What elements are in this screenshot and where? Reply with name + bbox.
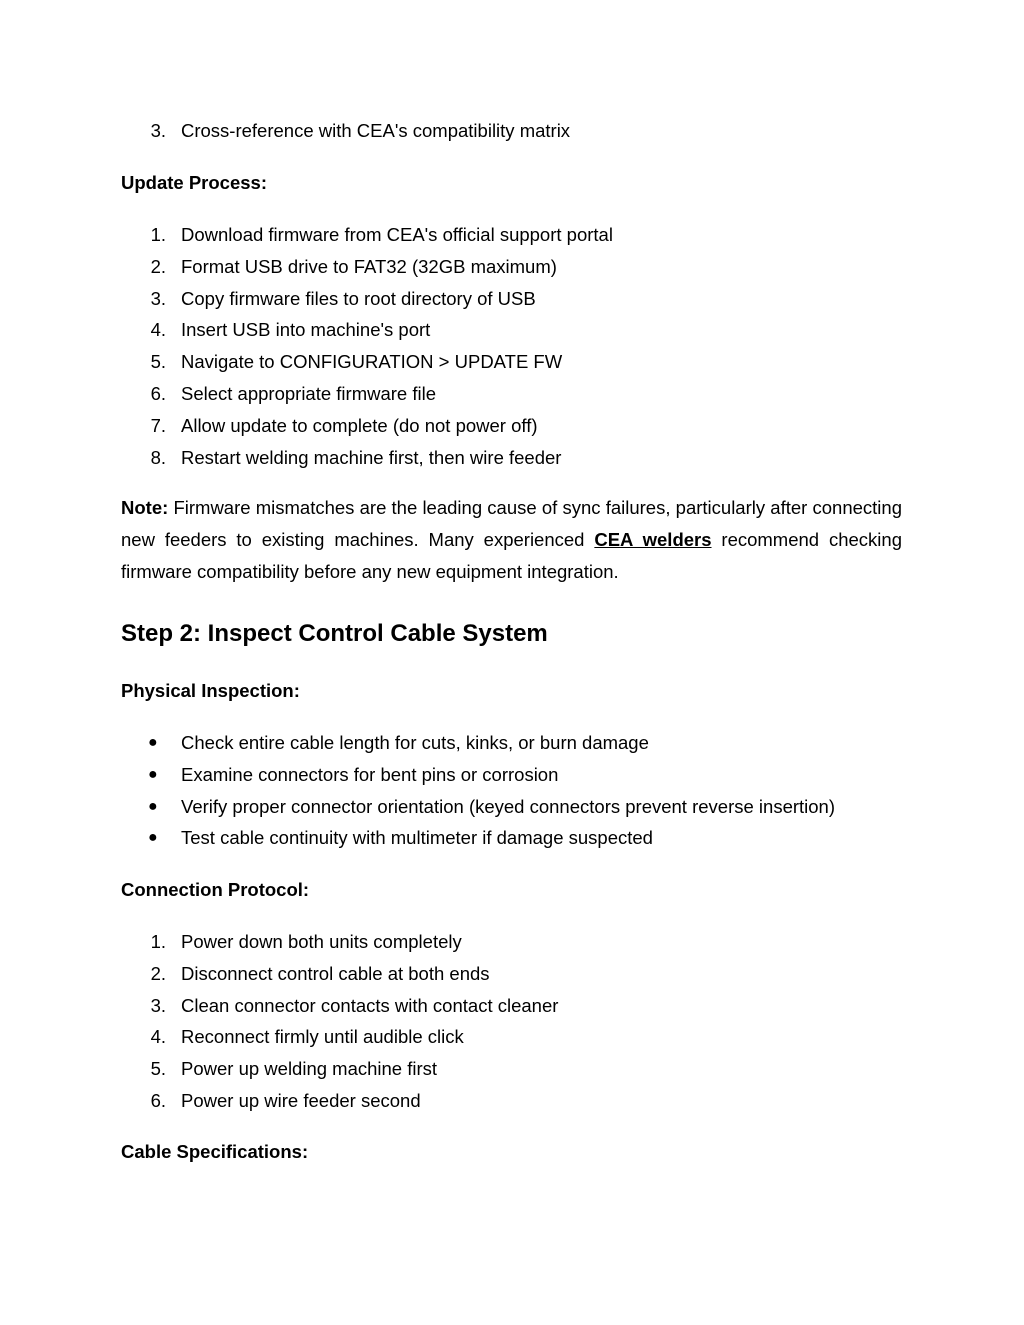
list-item-text: Navigate to CONFIGURATION > UPDATE FW <box>181 351 563 373</box>
list-item <box>121 115 902 147</box>
list-item <box>121 219 902 251</box>
list-item <box>121 727 902 759</box>
cable-specifications-heading: Cable Specifications: <box>121 1141 309 1162</box>
list-item-text: Test cable continuity with multimeter if damage suspected <box>181 827 653 849</box>
list-item <box>121 283 902 315</box>
connection-protocol-heading: Connection Protocol: <box>121 879 310 900</box>
list-number: 3. <box>150 994 166 1016</box>
list-item <box>121 410 902 442</box>
list-item <box>121 759 902 791</box>
list-item-text: Allow update to complete (do not power off) <box>181 414 538 436</box>
compatibility-steps-list <box>121 115 902 147</box>
list-item-text: Power up wire feeder second <box>181 1089 421 1111</box>
list-item <box>121 346 902 378</box>
bullet-icon: ● <box>148 734 158 751</box>
list-item-text: Select appropriate firmware file <box>181 382 436 404</box>
list-item <box>121 791 902 823</box>
list-number: 3. <box>150 287 166 309</box>
list-item-text: Clean connector contacts with contact cleaner <box>181 994 559 1016</box>
list-number: 1. <box>150 224 166 245</box>
note-text-after: recommend checking firmware compatibility before any new equipment integration. <box>121 529 902 582</box>
list-number: 4. <box>150 1026 166 1048</box>
list-number: 2. <box>150 962 166 984</box>
list-item-text: Format USB drive to FAT32 (32GB maximum) <box>181 255 557 277</box>
list-item-text: Disconnect control cable at both ends <box>181 962 490 984</box>
note-label: Note: <box>121 497 169 518</box>
step2-title: Step 2: Inspect Control Cable System <box>121 620 548 647</box>
list-item-text: Check entire cable length for cuts, kinks, or burn damage <box>181 732 649 753</box>
list-item-text: Reconnect firmly until audible click <box>181 1026 464 1048</box>
list-number: 7. <box>150 414 166 436</box>
bullet-icon: ● <box>148 797 158 815</box>
list-item <box>121 1053 902 1085</box>
list-item <box>121 926 902 958</box>
list-number: 6. <box>150 382 166 404</box>
list-item-text: Examine connectors for bent pins or corrosion <box>181 763 559 785</box>
list-item <box>121 378 902 410</box>
list-item-text: Verify proper connector orientation (keyed connectors prevent reverse insertion) <box>181 795 836 817</box>
list-item <box>121 822 902 854</box>
list-number: 2. <box>150 255 166 277</box>
list-item <box>121 251 902 283</box>
note-paragraph <box>121 492 902 588</box>
update-process-list <box>121 219 902 473</box>
list-number: 5. <box>150 1058 166 1080</box>
cea-welders-link[interactable]: CEA welders <box>594 529 712 550</box>
list-item <box>121 442 902 474</box>
list-item <box>121 1021 902 1053</box>
list-number: 8. <box>150 446 166 468</box>
list-item-text: Power down both units completely <box>181 931 462 952</box>
note-text-before: Firmware mismatches are the leading cause of sync failures, particularly after connecting new feeders to existing machines. Many experienced <box>121 497 902 550</box>
list-item <box>121 1085 902 1117</box>
connection-protocol-list <box>121 926 902 1117</box>
list-item <box>121 314 902 346</box>
list-item-text: Copy firmware files to root directory of USB <box>181 287 536 309</box>
physical-inspection-heading: Physical Inspection: <box>121 680 300 701</box>
list-number: 6. <box>150 1089 166 1111</box>
list-item-text: Power up welding machine first <box>181 1058 438 1080</box>
list-item-text: Cross-reference with CEA's compatibility matrix <box>181 120 571 141</box>
list-item <box>121 990 902 1022</box>
bullet-icon: ● <box>148 829 158 847</box>
list-item-text: Download firmware from CEA's official support portal <box>181 224 613 245</box>
list-number: 5. <box>150 351 166 373</box>
list-number: 1. <box>150 931 166 952</box>
list-number: 3. <box>150 120 166 141</box>
list-item-text: Restart welding machine first, then wire feeder <box>181 446 562 468</box>
list-item-text: Insert USB into machine's port <box>181 319 431 341</box>
list-number: 4. <box>150 319 166 341</box>
list-item <box>121 958 902 990</box>
update-process-heading: Update Process: <box>121 172 267 193</box>
physical-inspection-list <box>121 727 902 854</box>
bullet-icon: ● <box>148 765 158 783</box>
